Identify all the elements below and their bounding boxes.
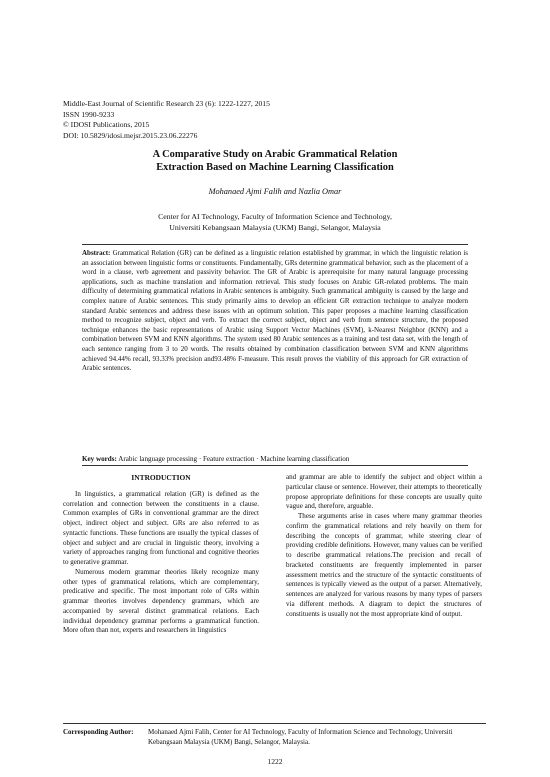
footnote-text: Mohanaed Ajmi Falih, Center for AI Technology, Faculty of Information Science and Technology, Universiti Kebangsaan Malaysia (UKM) Bangi, Selangor, Malaysia. — [148, 728, 453, 746]
affiliation — [40, 211, 510, 233]
journal-doi[interactable]: DOI: 10.5829/idosi.mejsr.2015.23.06.22276 — [63, 130, 198, 140]
keywords-bottom-rule — [82, 465, 468, 466]
journal-issn: ISSN 1990-9233 — [63, 109, 115, 119]
abstract — [82, 249, 468, 374]
footnote-label: Corresponding Author: — [63, 728, 134, 736]
page-number: 1222 — [267, 757, 283, 766]
corresponding-author-footnote — [63, 727, 493, 747]
abstract-top-rule — [82, 244, 468, 245]
journal-copyright: © IDOSI Publications, 2015 — [63, 120, 150, 130]
authors: Mohanaed Ajmi Falih and Nazlia Omar — [208, 187, 342, 196]
title-line-1: A Comparative Study on Arabic Grammatical Relation — [152, 149, 398, 160]
keywords — [82, 455, 468, 463]
keywords-label: Key words: — [82, 455, 117, 463]
journal-citation: Middle-East Journal of Scientific Research 23 (6): 1222-1227, 2015 — [63, 99, 270, 108]
footnote-rule — [63, 723, 486, 724]
intro-paragraph-4: These arguments arise in cases where many grammar theories confirm the grammatical relations and rely heavily on them for describing the concepts of grammar, while steering clear of providing credible definitions. However, many values can be verified to describe grammatical relations.The precision and recall of bracketed constituents are frequently implemented in parser assessment metrics and the structure of the syntactic constituents of sentences is typically viewed as the output of a parser. Alternatively, sentences are analyzed for various reasons by many types of parsers via different methods. A diagram to depict the structures of constituents is usually not the most appropriate kind of output. — [286, 512, 482, 618]
intro-paragraph-2: Numerous modern grammar theories likely recognize many other types of grammatical relations, which are complementary, predicative and specific. The most important role of GRs within grammar theories involves dependency grammars, which are accompanied by several distinct grammatical relations. Each individual dependency grammar performs a grammatical function. More often than not, experts and researchers in linguistics — [63, 567, 259, 635]
paper-title — [40, 148, 510, 175]
abstract-text: Grammatical Relation (GR) can be defined as a linguistic relation established by grammar, in which the linguistic relation is an association between linguistic forms or constituents. Fundamentally, GRs determine grammatical behavior, such as the placement of a word in a clause, verb agreement and passivity behavior. The GR of Arabic is aprerequisite for many natural language processing applications, such as machine translation and information retrieval. This study focuses on Arabic GR-related problems. The main difficulty of determining grammatical relations in Arabic sentences is ambiguity. Such grammatical ambiguity is caused by the large and complex nature of Arabic sentences. This study primarily aims to develop an efficient GR extraction technique to analyze modern standard Arabic sentences and address these issues with an optimum solution. This paper proposes a machine learning classification method to recognize subject, object and verb. To extract the correct subject, object and verb from sentence structure, the proposed technique enhances the basic representations of Arabic using Support Vector Machines (SVM), k-Nearest Neighbor (KNN) and a combination between SVM and KNN algorithms. The system used 80 Arabic sentences as a training and test data set, with the length of each sentence ranging from 3 to 20 words. The results obtained by combination classification between SVM and KNN algorithms achieved 94.44% recall, 93.33% precision and93.48% F-measure. This result proves the viability of this approach for GR extraction of Arabic sentences. — [82, 249, 468, 373]
abstract-label: Abstract: — [82, 249, 111, 257]
journal-info — [63, 99, 270, 141]
left-column — [63, 473, 259, 636]
intro-paragraph-3: and grammar are able to identify the subject and object within a particular clause or sentence. However, their attempts to theoretically propose appropriate definitions for these concepts are usually quite vague and, therefore, arguable. — [286, 473, 482, 511]
title-line-2: Extraction Based on Machine Learning Classification — [156, 162, 394, 174]
intro-paragraph-1: In linguistics, a grammatical relation (GR) is defined as the correlation and connection between the constituents in a clause. Common examples of GRs in conventional grammar are the direct object, indirect object and subject. GRs are also referred to as syntactic functions. These functions are usually the typical classes of object and subject and are crucial in linguistic theory, involving a variety of approaches ranging from functional and cognitive theories to generative grammar. — [63, 489, 259, 566]
introduction-heading: INTRODUCTION — [131, 473, 191, 482]
affiliation-line-1: Center for AI Technology, Faculty of Information Science and Technology, — [158, 212, 392, 221]
keywords-text: Arabic language processing · Feature extraction · Machine learning classification — [118, 455, 350, 463]
affiliation-line-2: Universiti Kebangsaan Malaysia (UKM) Bangi, Selangor, Malaysia — [169, 223, 381, 232]
right-column — [286, 473, 482, 619]
